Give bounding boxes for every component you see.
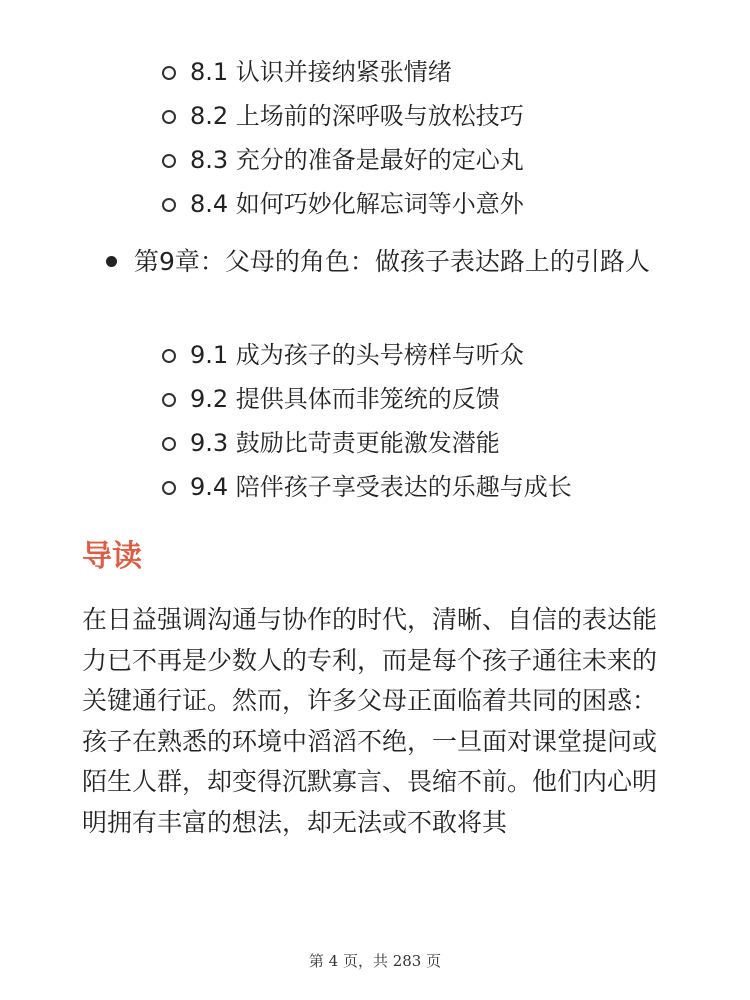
list-item [160,50,524,94]
chapter9-subsection-list [160,333,572,509]
list-item [160,333,572,377]
subsection-label: 9.1 成为孩子的头号榜样与听众 [190,341,524,369]
subsection-label: 8.4 如何巧妙化解忘词等小意外 [190,190,524,218]
chapter8-subsection-list [160,50,524,226]
chapter9-entry [106,240,666,284]
circle-bullet-icon [162,437,176,451]
circle-bullet-icon [162,110,176,124]
circle-bullet-icon [162,154,176,168]
list-item [160,182,524,226]
list-item [160,465,572,509]
list-item [160,377,572,421]
circle-bullet-icon [162,481,176,495]
subsection-label: 8.2 上场前的深呼吸与放松技巧 [190,102,524,130]
circle-bullet-icon [162,349,176,363]
disc-bullet-icon [106,256,117,267]
page-indicator: 第 4 页，共 283 页 [308,952,442,970]
list-item [160,94,524,138]
circle-bullet-icon [162,66,176,80]
subsection-label: 9.2 提供具体而非笼统的反馈 [190,385,500,413]
list-item [160,421,572,465]
subsection-label: 8.1 认识并接纳紧张情绪 [190,58,452,86]
list-item [160,138,524,182]
circle-bullet-icon [162,198,176,212]
subsection-label: 8.3 充分的准备是最好的定心丸 [190,146,524,174]
intro-paragraph: 在日益强调沟通与协作的时代，清晰、自信的表达能力已不再是少数人的专利，而是每个孩子通往未来的关键通行证。然而，许多父母正面临着共同的困惑：孩子在熟悉的环境中滔滔不绝，一旦面对课堂提问或陌生人群，却变得沉默寡言、畏缩不前。他们内心明明拥有丰富的想法，却无法或不敢将其 [82,605,658,837]
subsection-label: 9.3 鼓励比苛责更能激发潜能 [190,429,500,457]
circle-bullet-icon [162,393,176,407]
subsection-label: 9.4 陪伴孩子享受表达的乐趣与成长 [190,473,572,501]
chapter-title: 第9章：父母的角色：做孩子表达路上的引路人 [134,247,650,276]
section-heading: 导读 [82,539,142,574]
